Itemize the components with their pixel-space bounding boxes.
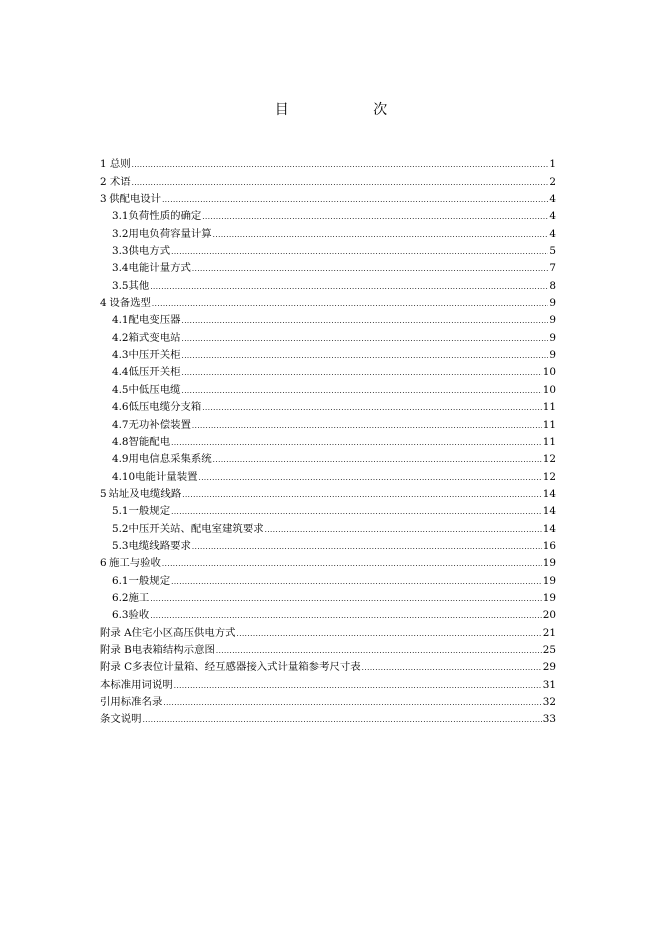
toc-entry[interactable] [100, 465, 556, 482]
toc-leader-dots [181, 368, 541, 378]
toc-entry-page: 14 [542, 505, 556, 518]
toc-leader-dots [150, 611, 541, 621]
toc-entry-number: 4.6 [112, 401, 129, 414]
toc-entry[interactable] [100, 326, 556, 343]
toc-entry-number: 4.4 [112, 366, 129, 379]
toc-entry-number: 3.2 [112, 227, 129, 240]
toc-entry[interactable] [100, 431, 556, 448]
toc-leader-dots [213, 455, 542, 465]
toc-leader-dots [132, 160, 549, 170]
toc-entry-number: 4.3 [112, 349, 129, 362]
toc-entry-page: 32 [542, 696, 556, 708]
toc-entry[interactable] [100, 153, 556, 170]
toc-entry-number: 3.3 [112, 245, 129, 258]
toc-entry-page: 4 [549, 193, 556, 206]
toc-entry-page: 14 [542, 487, 556, 500]
toc-entry[interactable] [100, 222, 556, 239]
toc-entry-number: 4 [100, 297, 107, 310]
toc-entry-page: 9 [549, 331, 556, 344]
toc-entry-number: 4.10 [112, 470, 136, 483]
toc-entry-title: 中压开关站、配电室建筑要求 [128, 522, 264, 535]
toc-entry-page: 33 [542, 713, 556, 726]
toc-entry-title: 负荷性质的确定 [128, 210, 202, 223]
toc-entry-page: 29 [542, 661, 556, 674]
toc-leader-dots [171, 507, 542, 517]
toc-entry-number: 4.8 [112, 435, 129, 448]
toc-leader-dots [192, 542, 542, 552]
toc-leader-dots [171, 247, 548, 257]
toc-entry-page: 12 [542, 453, 556, 466]
toc-entry-title: 多表位计量箱、经互感器接入式计量箱参考尺寸表 [132, 661, 361, 674]
toc-entry-title: 一般规定 [128, 505, 171, 518]
toc-entry-number: 4.1 [112, 314, 129, 327]
toc-entry-page: 20 [542, 609, 556, 622]
toc-entry[interactable] [100, 500, 556, 517]
toc-entry-title: 本标准用词说明 [100, 678, 173, 691]
toc-entry-title: 术语 [109, 175, 131, 188]
toc-leader-dots [174, 681, 542, 691]
toc-leader-dots [132, 178, 549, 188]
toc-entry-page: 11 [542, 418, 556, 431]
toc-entry-number: 5 [100, 487, 107, 500]
toc-entry-number: 4.9 [112, 453, 129, 466]
toc-entry[interactable] [100, 240, 556, 257]
toc-entry-number: 4.5 [112, 383, 129, 396]
toc-entry-title: 其他 [128, 279, 150, 292]
toc-entry-page: 11 [542, 401, 556, 414]
toc-entry-page: 10 [542, 383, 556, 396]
toc-entry-number: 6 [100, 557, 107, 570]
toc-entry-title: 中低压电缆 [128, 383, 181, 396]
toc-entry-title: 引用标准名录 [100, 696, 163, 708]
toc-entry[interactable] [100, 344, 556, 361]
toc-entry-page: 12 [542, 470, 556, 483]
toc-entry[interactable] [100, 396, 556, 413]
toc-leader-dots [162, 195, 548, 205]
toc-entry[interactable] [100, 378, 556, 395]
toc-entry-page: 11 [542, 435, 556, 448]
toc-entry-title: 供电方式 [128, 245, 171, 258]
toc-leader-dots [181, 351, 548, 361]
toc-leader-dots [171, 577, 542, 587]
toc-entry-page: 5 [549, 245, 556, 258]
toc-entry-page: 19 [542, 574, 556, 587]
toc-entry[interactable] [100, 708, 556, 725]
toc-leader-dots [192, 421, 542, 431]
toc-leader-dots [150, 594, 541, 604]
toc-entry-title: 条文说明 [100, 713, 142, 726]
toc-entry[interactable] [100, 535, 556, 552]
toc-entry-page: 4 [549, 227, 556, 240]
toc-leader-dots [202, 403, 542, 413]
toc-entry-number: 4.7 [112, 418, 129, 431]
toc-entry-title: 住宅小区高压供电方式 [131, 626, 236, 639]
toc-entry-page: 14 [542, 522, 556, 535]
toc-entry[interactable] [100, 552, 556, 569]
toc-entry[interactable] [100, 448, 556, 465]
toc-leader-dots [362, 663, 542, 673]
toc-entry-title: 电表箱结构示意图 [131, 643, 215, 656]
toc-entry-number: 5.1 [112, 505, 129, 518]
toc-entry[interactable] [100, 483, 556, 500]
toc-entry[interactable] [100, 621, 556, 638]
toc-leader-dots [237, 629, 542, 639]
toc-entry[interactable] [100, 517, 556, 534]
toc-entry-page: 19 [542, 591, 556, 604]
toc-entry-number: 5.3 [112, 539, 129, 552]
toc-entry-title: 施工与验收 [108, 557, 161, 570]
toc-entry[interactable] [100, 309, 556, 326]
toc-entry[interactable] [100, 673, 556, 690]
page-title: 目 次 [274, 102, 428, 118]
toc-leader-dots [171, 438, 542, 448]
toc-entry-page: 9 [549, 314, 556, 327]
toc-entry[interactable] [100, 656, 556, 673]
toc-entry-title: 中压开关柜 [128, 349, 181, 362]
toc-entry[interactable] [100, 205, 556, 222]
toc-entry-number: 3 [100, 193, 107, 206]
toc-leader-dots [216, 646, 542, 656]
toc-leader-dots [198, 473, 541, 483]
toc-entry-page: 1 [549, 158, 556, 171]
toc-entry-title: 低压电缆分支箱 [128, 401, 202, 414]
toc-leader-dots [202, 212, 548, 222]
toc-entry[interactable] [100, 292, 556, 309]
toc-entry[interactable] [100, 257, 556, 274]
toc-entry-number: 4.2 [112, 331, 129, 344]
toc-entry-page: 19 [542, 557, 556, 570]
toc-entry-number: 3.4 [112, 262, 129, 275]
toc-entry-title: 电缆线路要求 [128, 539, 191, 552]
toc-entry[interactable] [100, 639, 556, 656]
toc-entry-title: 箱式变电站 [128, 331, 181, 344]
toc-entry-number: 3.1 [112, 210, 129, 223]
toc-leader-dots [163, 698, 541, 708]
toc-entry-number: 2 [100, 175, 107, 188]
toc-leader-dots [152, 299, 548, 309]
toc-leader-dots [181, 316, 548, 326]
toc-leader-dots [181, 334, 548, 344]
toc-entry-page: 16 [542, 539, 556, 552]
toc-entry-number: 附录 B [100, 643, 132, 656]
toc-entry-title: 智能配电 [128, 435, 171, 448]
toc-entry-page: 9 [549, 297, 556, 310]
toc-entry[interactable] [100, 274, 556, 291]
toc-entry-number: 附录 A [100, 626, 132, 639]
toc-entry-title: 用电负荷容量计算 [128, 227, 212, 240]
toc-entry-page: 9 [549, 349, 556, 362]
table-of-contents [100, 153, 556, 725]
toc-entry[interactable] [100, 361, 556, 378]
toc-entry-page: 7 [549, 262, 556, 275]
toc-entry[interactable] [100, 569, 556, 586]
toc-leader-dots [192, 264, 549, 274]
toc-entry-title: 站址及电缆线路 [108, 487, 182, 500]
toc-entry-title: 低压开关柜 [128, 366, 181, 379]
toc-entry-title: 电能计量装置 [135, 470, 198, 483]
toc-entry[interactable] [100, 188, 556, 205]
toc-entry[interactable] [100, 604, 556, 621]
toc-entry-title: 无功补偿装置 [128, 418, 191, 431]
toc-entry-number: 5.2 [112, 522, 129, 535]
toc-entry-title: 电能计量方式 [128, 262, 191, 275]
toc-entry-title: 一般规定 [128, 574, 171, 587]
toc-entry-page: 31 [542, 678, 556, 691]
toc-entry-title: 设备选型 [109, 297, 151, 310]
toc-entry-title: 配电变压器 [128, 314, 181, 327]
toc-entry-page: 21 [542, 626, 556, 639]
toc-entry-number: 6.1 [112, 574, 129, 587]
toc-entry-page: 4 [549, 210, 556, 223]
toc-entry-page: 10 [542, 366, 556, 379]
toc-entry[interactable] [100, 170, 556, 187]
toc-leader-dots [213, 230, 549, 240]
toc-entry-number: 3.5 [112, 279, 129, 292]
toc-entry-number: 1 [100, 158, 107, 171]
toc-entry-title: 用电信息采集系统 [128, 453, 212, 466]
toc-entry-page: 2 [549, 175, 556, 188]
toc-entry-page: 8 [549, 279, 556, 292]
toc-leader-dots [182, 490, 542, 500]
toc-entry[interactable] [100, 587, 556, 604]
toc-leader-dots [143, 715, 542, 725]
toc-entry-title: 验收 [128, 609, 150, 622]
toc-entry-number: 附录 C [100, 661, 133, 674]
toc-entry-title: 施工 [128, 591, 150, 604]
toc-entry-number: 6.2 [112, 591, 129, 604]
toc-leader-dots [181, 386, 541, 396]
toc-entry-title: 供配电设计 [109, 193, 162, 206]
toc-entry[interactable] [100, 691, 556, 708]
toc-leader-dots [162, 559, 542, 569]
toc-entry-title: 总则 [109, 158, 131, 171]
toc-entry-page: 25 [542, 643, 556, 656]
toc-leader-dots [265, 525, 542, 535]
toc-leader-dots [150, 282, 548, 292]
toc-entry[interactable] [100, 413, 556, 430]
toc-entry-number: 6.3 [112, 609, 129, 622]
